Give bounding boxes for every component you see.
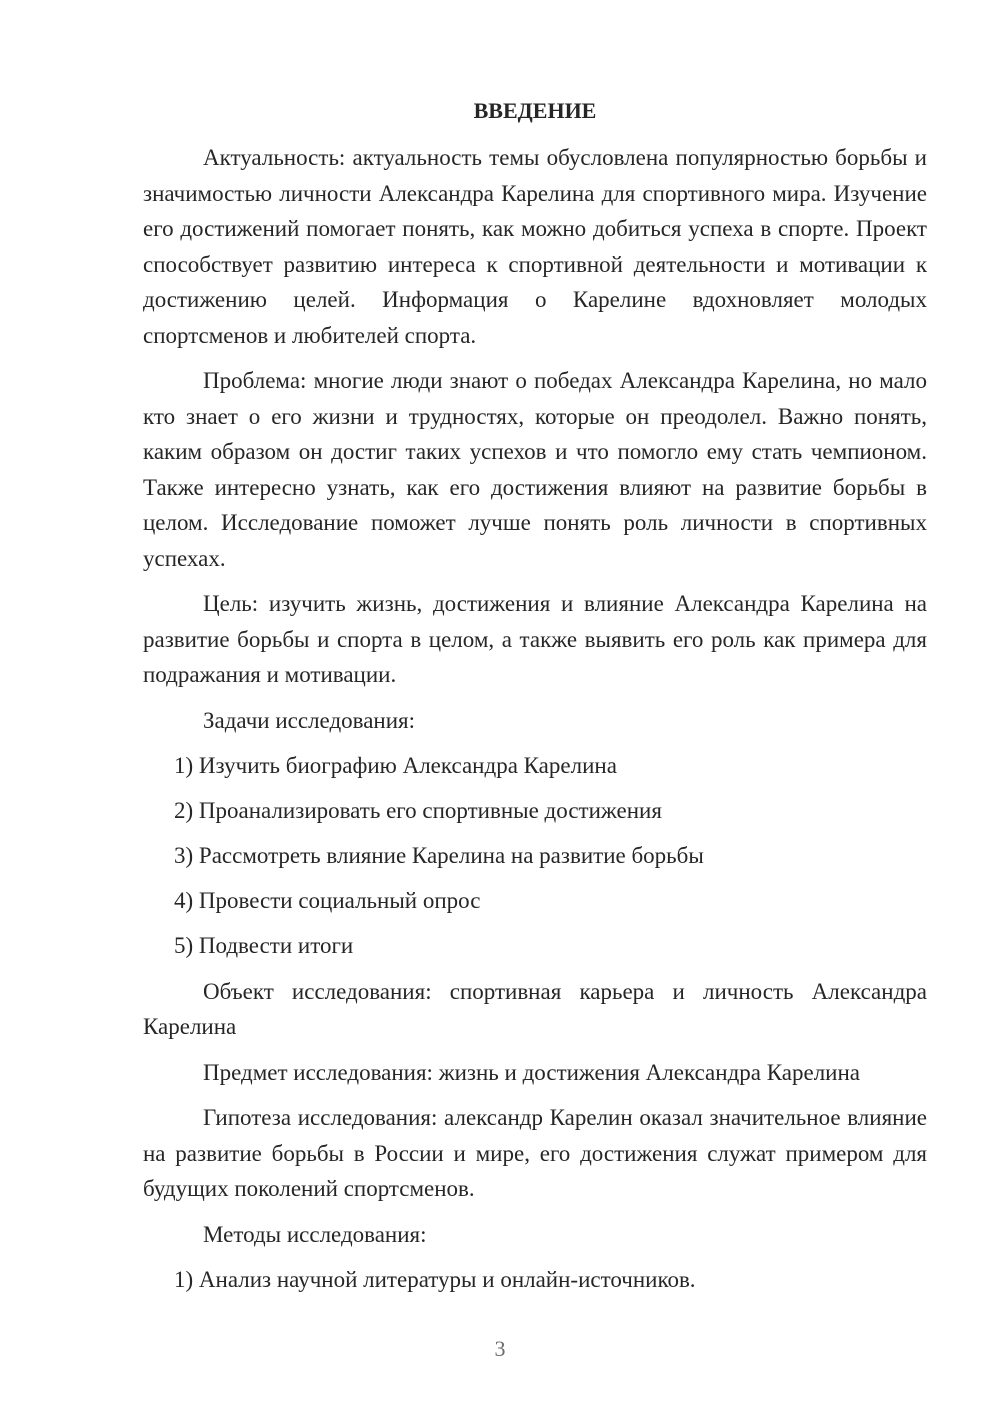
problem-paragraph: Проблема: многие люди знают о победах Александра Карелина, но мало кто знает о его жизни и трудностях, которые он преодолел. Важно понять, каким образом он достиг таких успехов и что помогло ему стать чемпионом. Также интересно узнать, как его достижения влияют на развитие борьбы в целом. Исследование поможет лучше понять роль личности в спортивных успехах. — [143, 368, 927, 571]
method-item-1: 1) Анализ научной литературы и онлайн-источников. — [174, 1267, 696, 1292]
goal-paragraph: Цель: изучить жизнь, достижения и влияние Александра Карелина на развитие борьбы и спорта в целом, а также выявить его роль как примера для подражания и мотивации. — [143, 591, 927, 687]
methods-list — [143, 1262, 927, 1298]
subject-paragraph: Предмет исследования: жизнь и достижения Александра Карелина — [203, 1059, 860, 1085]
relevance-paragraph: Актуальность: актуальность темы обусловлена популярностью борьбы и значимостью личности Александра Карелина для спортивного мира. Изучение его достижений помогает понять, как можно добиться успеха в спорте. Проект способствует развитию интереса к спортивной деятельности и мотивации к достижению целей. Информация о Карелине вдохновляет молодых спортсменов и любителей спорта. — [143, 145, 927, 348]
object-paragraph: Объект исследования: спортивная карьера и личность Александра Карелина — [143, 978, 927, 1039]
hypothesis-paragraph: Гипотеза исследования: александр Карелин оказал значительное влияние на развитие борьбы в России и мире, его достижения служат примером для будущих поколений спортсменов. — [143, 1105, 927, 1201]
task-item-5: 5) Подвести итоги — [174, 933, 354, 958]
task-item-1: 1) Изучить биографию Александра Карелина — [174, 753, 617, 778]
document-title: ВВЕДЕНИЕ — [473, 98, 597, 123]
task-item-4: 4) Провести социальный опрос — [174, 888, 481, 913]
tasks-list — [143, 748, 927, 964]
page-number: 3 — [494, 1336, 506, 1361]
task-item-3: 3) Рассмотреть влияние Карелина на развитие борьбы — [174, 843, 704, 868]
methods-heading: Методы исследования: — [203, 1221, 427, 1247]
task-item-2: 2) Проанализировать его спортивные достижения — [174, 798, 662, 823]
document-page — [143, 96, 927, 1298]
tasks-heading: Задачи исследования: — [203, 707, 416, 733]
